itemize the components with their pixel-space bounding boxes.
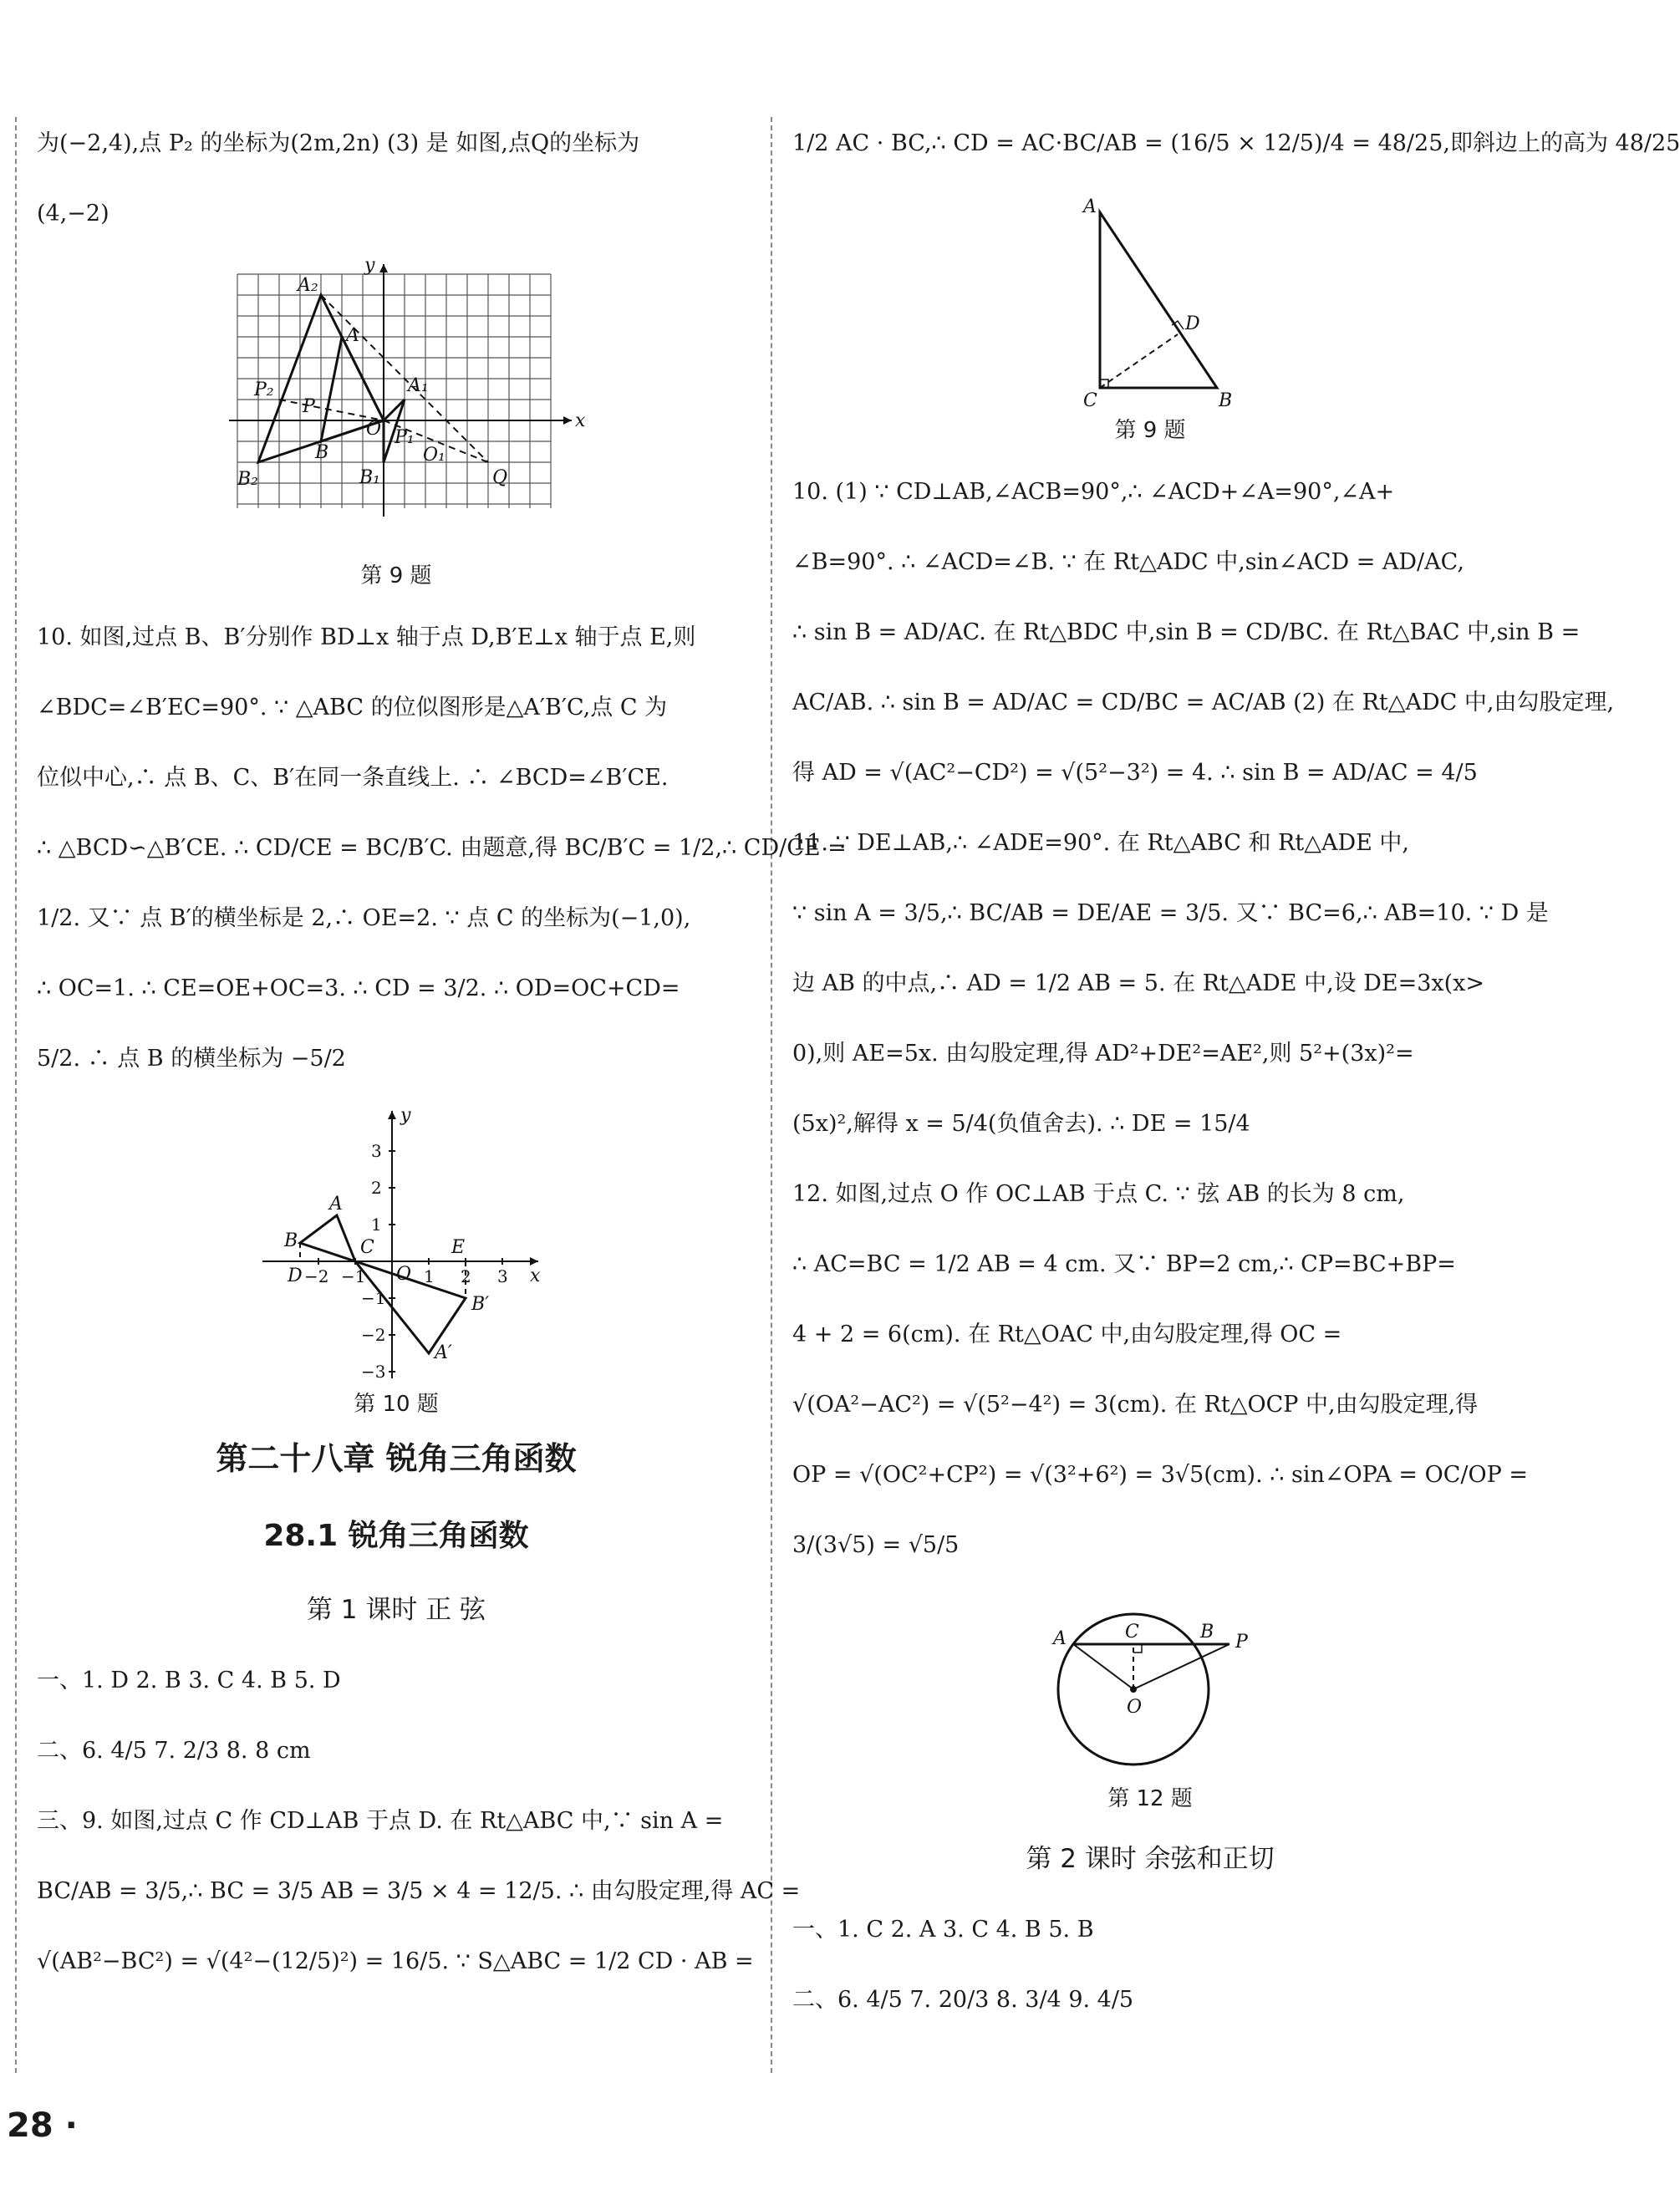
text-line: 0),则 AE=5x. 由勾股定理,得 AD²+DE²=AE²,则 5²+(3x)²= — [792, 1041, 1414, 1067]
text-line: 4 + 2 = 6(cm). 在 Rt△OAC 中,由勾股定理,得 OC = — [792, 1322, 1342, 1347]
text-line: 位似中心,∴ 点 B、C、B′在同一条直线上. ∴ ∠BCD=∠B′CE. — [37, 765, 669, 791]
label-A: A — [1083, 196, 1097, 217]
figure-9-caption: 第 9 题 — [1114, 418, 1186, 443]
figure-9-grid — [204, 257, 588, 558]
label-A1: A₁ — [408, 375, 429, 396]
chapter-title: 第二十八章 锐角三角函数 — [216, 1440, 577, 1477]
triangle-ABC — [1100, 212, 1217, 388]
text-line: 边 AB 的中点,∴ AD = 1/2 AB = 5. 在 Rt△ADE 中,设 DE=3x(x> — [792, 970, 1485, 996]
tick-y-2: 2 — [371, 1178, 382, 1198]
tick-y--2: −2 — [361, 1325, 386, 1345]
left-column — [37, 109, 847, 1997]
tick-y--3: −3 — [361, 1362, 386, 1382]
label-O: O — [1127, 1697, 1143, 1718]
label-A: A — [346, 325, 359, 346]
text-line: ∴ △BCD∽△B′CE. ∴ CD/CE = BC/B′C. 由题意,得 BC/B′C = 1/2,∴ CD/CE = — [37, 835, 847, 861]
lesson-2-title: 第 2 课时 余弦和正切 — [1026, 1844, 1275, 1874]
label-x: x — [530, 1266, 541, 1286]
tick-x-2: 2 — [461, 1266, 471, 1286]
lesson-1-title: 第 1 课时 正 弦 — [306, 1595, 486, 1625]
page-number: 28 · — [7, 2106, 78, 2145]
x-axis-arrow — [530, 1257, 538, 1266]
column-divider — [771, 117, 772, 2073]
label-y: y — [400, 1105, 411, 1126]
label-x: x — [575, 410, 586, 431]
label-P1: P₁ — [395, 427, 415, 448]
text-line: √(OA²−AC²) = √(5²−4²) = 3(cm). 在 Rt△OCP 中,由勾股定理,得 — [792, 1392, 1479, 1418]
label-C: C — [1083, 390, 1097, 411]
label-A: A — [1053, 1628, 1067, 1649]
altitude-CD — [1100, 334, 1178, 388]
label-A: A — [329, 1194, 343, 1215]
label-A2: A₂ — [298, 275, 318, 296]
label-B: B — [1200, 1622, 1214, 1642]
text-line: 10. 如图,过点 B、B′分别作 BD⊥x 轴于点 D,B′E⊥x 轴于点 E,则 — [37, 624, 696, 650]
right-column — [792, 109, 1680, 2035]
label-P: P — [1235, 1632, 1248, 1653]
label-O1: O₁ — [423, 445, 445, 466]
tick-x-3: 3 — [497, 1266, 508, 1286]
text-line: ∵ sin A = 3/5,∴ BC/AB = DE/AE = 3/5. 又∵ BC=6,∴ AB=10. ∵ D 是 — [792, 900, 1549, 926]
text-line: 1/2 AC · BC,∴ CD = AC·BC/AB = (16/5 × 12/5)/4 = 48/25,即斜边上的高为 48/25 — [792, 130, 1680, 156]
label-B: B — [1219, 390, 1233, 411]
text-line: 三、9. 如图,过点 C 作 CD⊥AB 于点 D. 在 Rt△ABC 中,∵ sin A = — [37, 1808, 724, 1834]
center-dot — [1130, 1686, 1137, 1693]
text-line: 得 AD = √(AC²−CD²) = √(5²−3²) = 4. ∴ sin B = AD/AC = 4/5 — [792, 760, 1478, 786]
text-line: ∴ OC=1. ∴ CE=OE+OC=3. ∴ CD = 3/2. ∴ OD=OC+CD= — [37, 975, 680, 1001]
tick-x-1: 1 — [424, 1266, 435, 1286]
answer-line: 二、6. 4/5 7. 2/3 8. 8 cm — [37, 1738, 311, 1764]
label-B: B — [284, 1230, 298, 1251]
text-line: ∠B=90°. ∴ ∠ACD=∠B. ∵ 在 Rt△ADC 中,sin∠ACD = AD/AC, — [792, 549, 1464, 575]
text-line: BC/AB = 3/5,∴ BC = 3/5 AB = 3/5 × 4 = 12/5. ∴ 由勾股定理,得 AC = — [37, 1878, 801, 1904]
figure-10-caption: 第 10 题 — [354, 1392, 439, 1417]
label-D: D — [1185, 313, 1200, 334]
tick-x--1: −1 — [341, 1266, 366, 1286]
label-Aprime: A′ — [435, 1342, 452, 1363]
text-line: OP = √(OC²+CP²) = √(3²+6²) = 3√5(cm). ∴ sin∠OPA = OC/OP = — [792, 1462, 1529, 1488]
text-line: ∴ AC=BC = 1/2 AB = 4 cm. 又∵ BP=2 cm,∴ CP=BC+BP= — [792, 1251, 1456, 1277]
text-line: (4,−2) — [37, 201, 109, 227]
segment-OP — [1133, 1644, 1229, 1689]
label-Q: Q — [492, 467, 508, 488]
figure-12-circle — [1041, 1589, 1259, 1781]
label-C: C — [360, 1237, 374, 1258]
left-margin-rule — [15, 117, 17, 2073]
y-axis-arrow — [379, 264, 388, 272]
label-B: B — [315, 442, 329, 463]
text-line: 10. (1) ∵ CD⊥AB,∠ACB=90°,∴ ∠ACD+∠A=90°,∠A+ — [792, 479, 1395, 505]
label-P2: P₂ — [254, 379, 274, 400]
figure-9-right-triangle — [1041, 187, 1259, 413]
text-line: (5x)²,解得 x = 5/4(负值舍去). ∴ DE = 15/4 — [792, 1111, 1250, 1137]
tick-y--1: −1 — [361, 1288, 386, 1308]
text-line: 3/(3√5) = √5/5 — [792, 1532, 960, 1558]
text-line: AC/AB. ∴ sin B = AD/AC = CD/BC = AC/AB (2) 在 Rt△ADC 中,由勾股定理, — [792, 690, 1615, 716]
figure-9-caption: 第 9 题 — [360, 563, 432, 588]
text-line: ∴ sin B = AD/AC. 在 Rt△BDC 中,sin B = CD/BC. 在 Rt△BAC 中,sin B = — [792, 619, 1581, 645]
tick-y-1: 1 — [371, 1215, 382, 1235]
y-axis-arrow — [388, 1111, 396, 1119]
label-E: E — [451, 1237, 466, 1258]
label-O: O — [366, 419, 382, 440]
text-line: 11. ∵ DE⊥AB,∴ ∠ADE=90°. 在 Rt△ABC 和 Rt△ADE 中, — [792, 830, 1409, 856]
answer-line: 一、1. D 2. B 3. C 4. B 5. D — [37, 1668, 341, 1693]
label-P: P — [303, 396, 315, 417]
answer-line: 二、6. 4/5 7. 20/3 8. 3/4 9. 4/5 — [792, 1987, 1134, 2013]
tick-x--2: −2 — [304, 1266, 329, 1286]
text-line: 5/2. ∴ 点 B 的横坐标为 −5/2 — [37, 1046, 346, 1072]
label-y: y — [364, 255, 375, 276]
text-line: 12. 如图,过点 O 作 OC⊥AB 于点 C. ∵ 弦 AB 的长为 8 cm, — [792, 1181, 1405, 1207]
section-title: 28.1 锐角三角函数 — [263, 1519, 529, 1553]
label-Bprime: B′ — [471, 1294, 490, 1315]
label-C: C — [1125, 1622, 1139, 1642]
text-line: √(AB²−BC²) = √(4²−(12/5)²) = 16/5. ∵ S△ABC = 1/2 CD · AB = — [37, 1948, 754, 1974]
tick-y-3: 3 — [371, 1141, 382, 1161]
segment-OA — [1073, 1644, 1133, 1689]
text-line: ∠BDC=∠B′EC=90°. ∵ △ABC 的位似图形是△A′B′C,点 C 为 — [37, 695, 668, 721]
figure-10-coordinate — [246, 1103, 547, 1387]
label-D: D — [288, 1266, 303, 1286]
text-line: 1/2. 又∵ 点 B′的横坐标是 2,∴ OE=2. ∵ 点 C 的坐标为(−1,0), — [37, 905, 691, 931]
label-B1: B₁ — [359, 467, 380, 488]
x-axis-arrow — [563, 416, 572, 425]
label-B2: B₂ — [237, 469, 258, 490]
figure-12-caption: 第 12 题 — [1107, 1786, 1193, 1811]
label-O: O — [396, 1264, 412, 1285]
text-line: 为(−2,4),点 P₂ 的坐标为(2m,2n) (3) 是 如图,点Q的坐标为 — [37, 130, 640, 156]
answer-line: 一、1. C 2. A 3. C 4. B 5. B — [792, 1917, 1094, 1943]
